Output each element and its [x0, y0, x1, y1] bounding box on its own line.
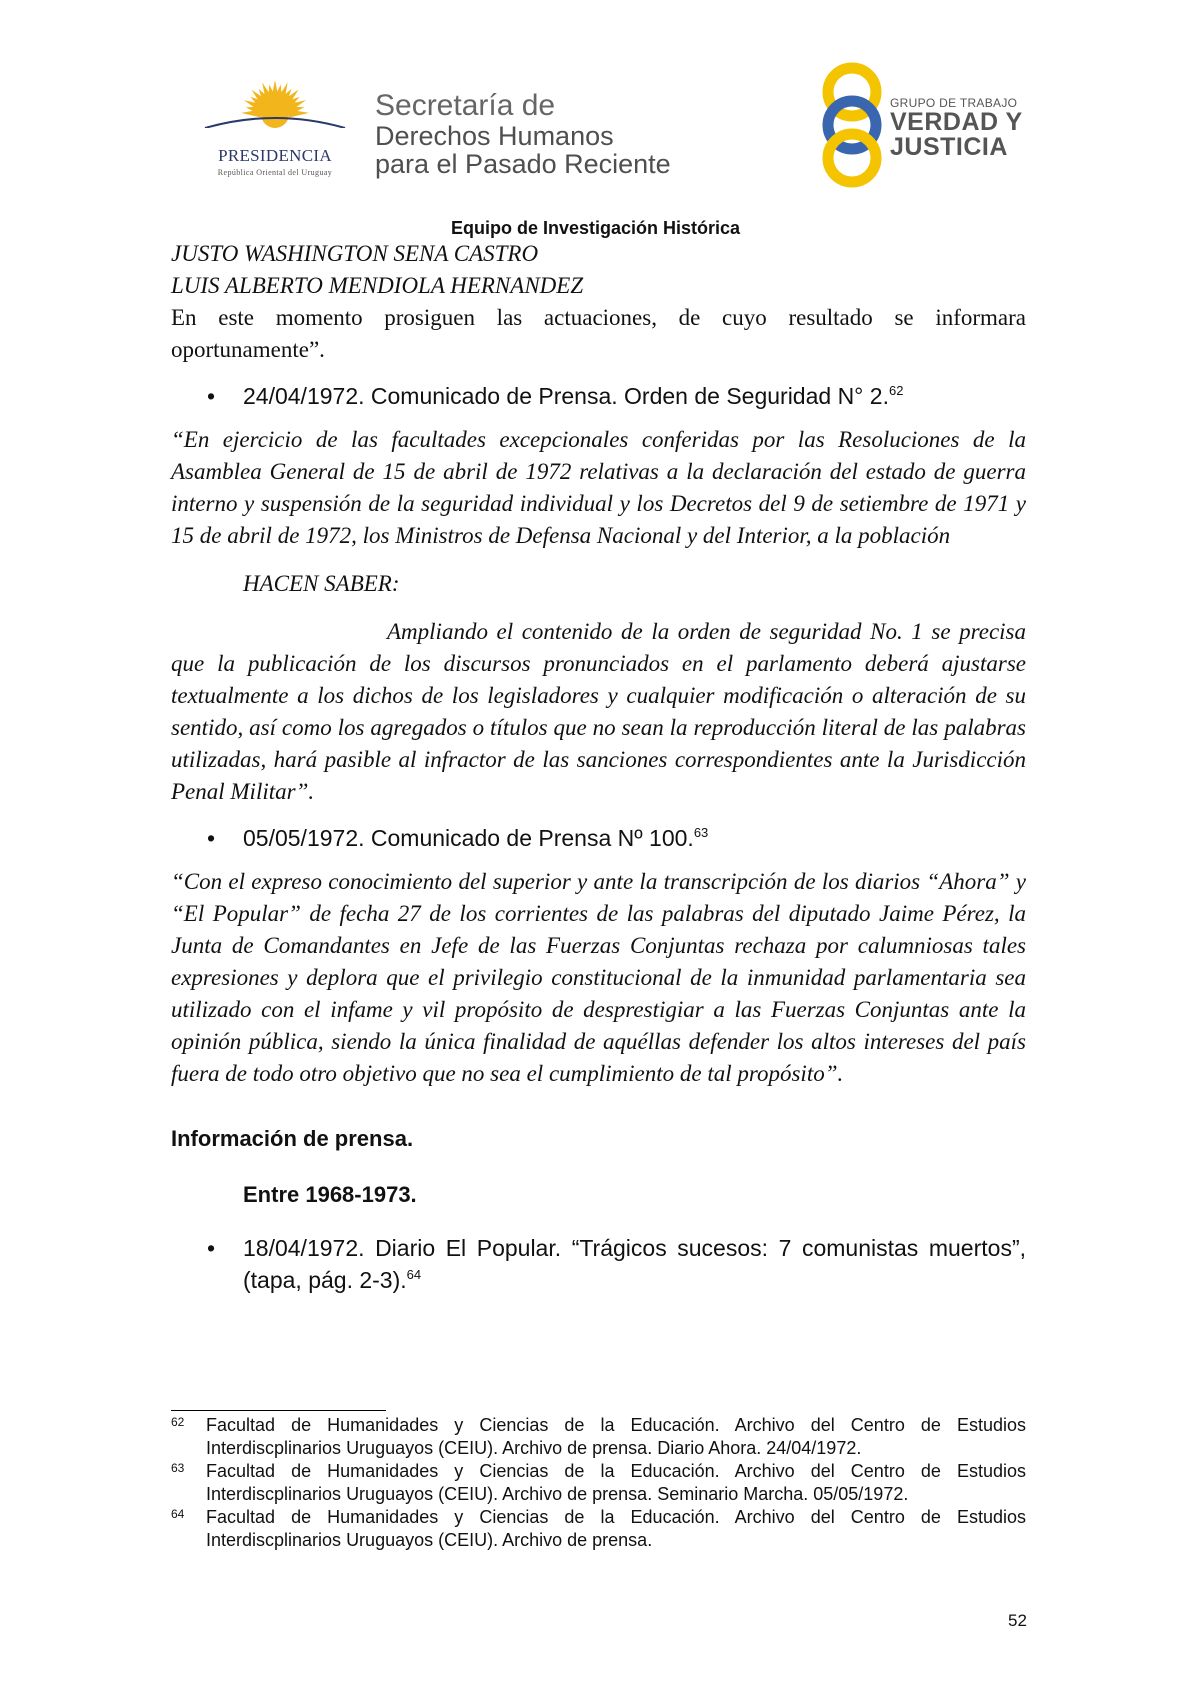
sub-heading: Entre 1968-1973. — [243, 1182, 417, 1207]
grupo-line3: JUSTICIA — [890, 133, 1008, 161]
grupo-line2: VERDAD Y — [890, 108, 1023, 136]
quote-paragraph-2: Ampliando el contenido de la orden de seguridad No. 1 se precisa que la publicación de los discursos pronunciados en el parlamento deberá ajustarse textualmente a los dichos de los legisladores y cualquier modificación o alteración de su sentido, así como los agregados o títulos que no sean la reproducción literal de las palabras utilizadas, hará pasible al infractor de las sanciones correspondientes ante la Jurisdicción Penal Militar”. — [171, 619, 1026, 804]
quote-paragraph-3: “Con el expreso conocimiento del superior y ante la transcripción de los diarios “Ahora” y “El Popular” de fecha 27 de los corrientes de las palabras del diputado Jaime Pérez, la Junta de Comandantes en Jefe de las Fuerzas Conjuntas rechaza por calumniosas tales expresiones y deplora que el privilegio constitucional de la inmunidad parlamentaria sea utilizado con el infame y vil propósito de desprestigiar a las Fuerzas Conjuntas ante la opinión pública, siendo la única finalidad de aquéllas defender los altos intereses del país fuera de todo otro objetivo que no sea el cumplimiento de tal propósito”. — [171, 869, 1026, 1086]
section-heading: Información de prensa. — [171, 1126, 414, 1151]
footnote-ref-64[interactable]: 64 — [406, 1267, 422, 1282]
name-line-1: JUSTO WASHINGTON SENA CASTRO — [171, 241, 539, 266]
footnote-ref-63[interactable]: 63 — [693, 825, 709, 840]
footnote-ref-62[interactable]: 62 — [888, 383, 904, 398]
footnotes — [171, 1414, 1026, 1552]
bullet-icon: • — [207, 825, 216, 851]
bullet-2-text: 05/05/1972. Comunicado de Prensa Nº 100. — [243, 825, 694, 851]
team-title: Equipo de Investigación Histórica — [450, 218, 741, 238]
page-number: 52 — [1008, 1611, 1027, 1630]
footnote-number: 63 — [171, 1461, 185, 1475]
footnote-text: Facultad de Humanidades y Ciencias de la Educación. Archivo del Centro de Estudios Interdiscplinarios Uruguayos (CEIU). Archivo de prensa. — [206, 1507, 1026, 1550]
presidencia-logo — [195, 78, 355, 188]
footnote-text: Facultad de Humanidades y Ciencias de la Educación. Archivo del Centro de Estudios Interdiscplinarios Uruguayos (CEIU). Archivo de prensa. Diario Ahora. 24/04/1972. — [206, 1415, 1026, 1458]
footnote-text: Facultad de Humanidades y Ciencias de la Educación. Archivo del Centro de Estudios Interdiscplinarios Uruguayos (CEIU). Archivo de prensa. Seminario Marcha. 05/05/1972. — [206, 1461, 1026, 1504]
bullet-1-text: 24/04/1972. Comunicado de Prensa. Orden de Seguridad N° 2. — [243, 383, 889, 409]
continuation-paragraph: En este momento prosiguen las actuaciones, de cuyo resultado se informara oportunamente”. — [171, 305, 1026, 362]
secretaria-line3: para el Pasado Reciente — [375, 149, 671, 179]
bullet-item-1 — [171, 380, 1026, 412]
quote-paragraph-1: “En ejercicio de las facultades excepcionales conferidas por las Resoluciones de la Asamblea General de 15 de abril de 1972 relativas a la declaración del estado de guerra interno y suspensión de la seguridad individual y los Decretos del 9 de setiembre de 1971 y 15 de abril de 1972, los Ministros de Defensa Nacional y del Interior, a la población — [171, 427, 1026, 548]
secretaria-line1: Secretaría de — [375, 89, 556, 122]
bullet-icon: • — [207, 383, 216, 409]
presidencia-subtitle: República Oriental del Uruguay — [217, 168, 333, 177]
footnote-62 — [171, 1414, 1026, 1460]
bullet-item-3 — [171, 1232, 1026, 1296]
hacen-saber: HACEN SABER: — [243, 571, 400, 596]
grupo-trabajo-text — [890, 96, 1023, 160]
name-line-2: LUIS ALBERTO MENDIOLA HERNANDEZ — [171, 273, 584, 298]
presidencia-name: PRESIDENCIA — [218, 146, 332, 165]
bullet-item-2 — [171, 822, 1026, 854]
footnote-separator — [171, 1410, 386, 1411]
secretaria-line2: Derechos Humanos — [375, 121, 614, 151]
bullet-icon: • — [207, 1235, 216, 1261]
bullet-3-text: 18/04/1972. Diario El Popular. “Trágicos sucesos: 7 comunistas muertos”, (tapa, pág. 2-3). — [243, 1235, 1026, 1293]
footnote-number: 64 — [171, 1507, 185, 1521]
grupo-line1: GRUPO DE TRABAJO — [890, 96, 1018, 110]
footnote-63 — [171, 1460, 1026, 1506]
footnote-number: 62 — [171, 1415, 185, 1429]
footnote-64 — [171, 1506, 1026, 1552]
document-body — [171, 238, 1026, 1296]
sun-emblem-icon — [195, 78, 355, 148]
secretaria-logo-text — [375, 90, 671, 178]
